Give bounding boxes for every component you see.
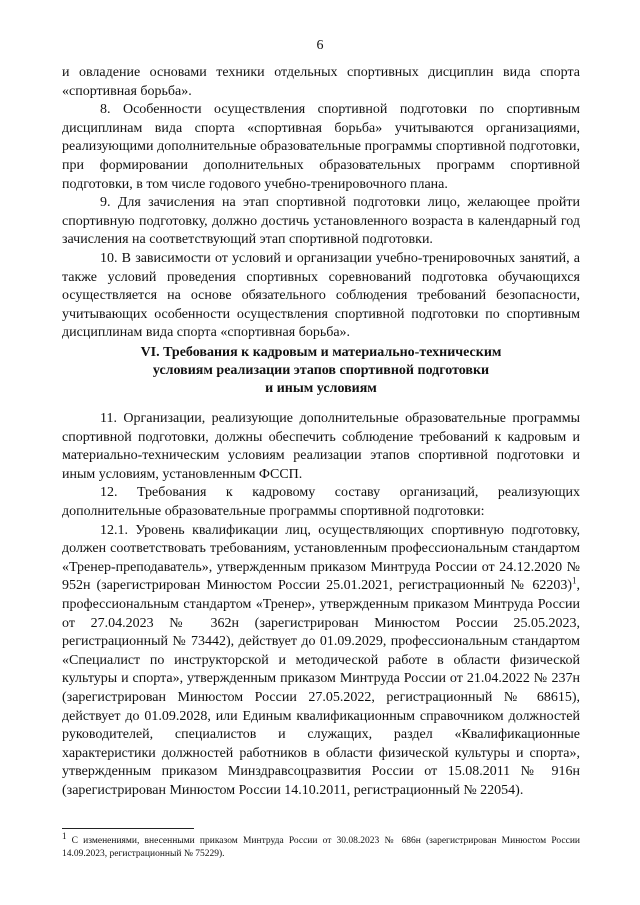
section-heading: [62, 344, 580, 398]
paragraph-12-1: [62, 522, 580, 801]
paragraph-10: 10. В зависимости от условий и организации учебно-тренировочных занятий, а также условий проведения спортивных соревнований подготовка обучающихся осуществляется на основе обязательного соблюдения требований безопасности, учитывающих особенности осуществления спортивной подготовки по спортивным дисциплинам вида спорта «спортивная борьба».: [62, 250, 580, 341]
paragraph-9: 9. Для зачисления на этап спортивной подготовки лицо, желающее пройти спортивную подготовку, должно достичь установленного возраста в календарный год зачисления на соответствующий этап спортивной подготовки.: [62, 195, 580, 248]
footnote: [62, 830, 580, 861]
paragraph-12-1-part1: 12.1. Уровень квалификации лиц, осуществляющих спортивную подготовку, должен соответствовать требованиям, установленным профессиональным стандартом «Тренер-преподаватель», утвержденным приказом Минтруда России от 24.12.2020 № 952н (зарегистрирован Минюстом России 25.01.2021, регистрационный № 62203): [62, 522, 580, 594]
body-block-bottom: [62, 410, 580, 800]
heading-line-1: VI. Требования к кадровым и материально-техническим: [140, 345, 502, 360]
paragraph-intro: и овладение основами техники отдельных спортивных дисциплин вида спорта «спортивная борьба».: [62, 65, 580, 99]
footnote-reference[interactable]: 1: [572, 575, 577, 586]
body-block-top: [62, 64, 580, 343]
paragraph-12: 12. Требования к кадровому составу организаций, реализующих дополнительные образовательные программы спортивной подготовки:: [62, 485, 580, 519]
heading-line-2: условиям реализации этапов спортивной подготовки: [152, 363, 490, 378]
footnote-divider: [62, 828, 194, 829]
paragraph-8: 8. Особенности осуществления спортивной подготовки по спортивным дисциплинам вида спорта «спортивная борьба» учитываются организациями, реализующими дополнительные образовательные программы спортивной подготовки, при формировании дополнительных образовательных программ спортивной подготовки, в том числе годового учебно-тренировочного плана.: [62, 102, 580, 192]
footnote-text: С изменениями, внесенными приказом Минтруда России от 30.08.2023 № 686н (зарегистрирован Минюстом России 14.09.2023, регистрационный № 75229).: [62, 836, 580, 859]
paragraph-11: 11. Организации, реализующие дополнительные образовательные программы спортивной подготовки, должны обеспечить соблюдение требований к кадровым и материально-техническим условиям реализации этапов спортивной подготовки и иным условиям, установленным ФССП.: [62, 411, 580, 482]
paragraph-12-1-part2: , профессиональным стандартом «Тренер», утвержденным приказом Минтруда России от 27.04.2023 № 362н (зарегистрирован Минюстом России 25.05.2023, регистрационный № 73442), действует до 01.09.2029, профессиональным стандартом «Специалист по инструкторской и методической работе в области физической культуры и спорта», утвержденным приказом Минтруда России от 21.04.2022 № 237н (зарегистрирован Минюстом России 27.05.2022, регистрационный № 68615), действует до 01.09.2028, или Единым квалификационным справочником должностей руководителей, специалистов и служащих, раздел «Квалификационные характеристики должностей работников в области физической культуры и спорта», утвержденным приказом Минздравсоцразвития России от 15.08.2011 № 916н (зарегистрирован Минюстом России 14.10.2011, регистрационный № 22054).: [62, 578, 580, 798]
footnote-mark: 1: [62, 830, 67, 841]
heading-line-3: и иным условиям: [265, 381, 377, 396]
page-number: 6: [316, 38, 324, 53]
